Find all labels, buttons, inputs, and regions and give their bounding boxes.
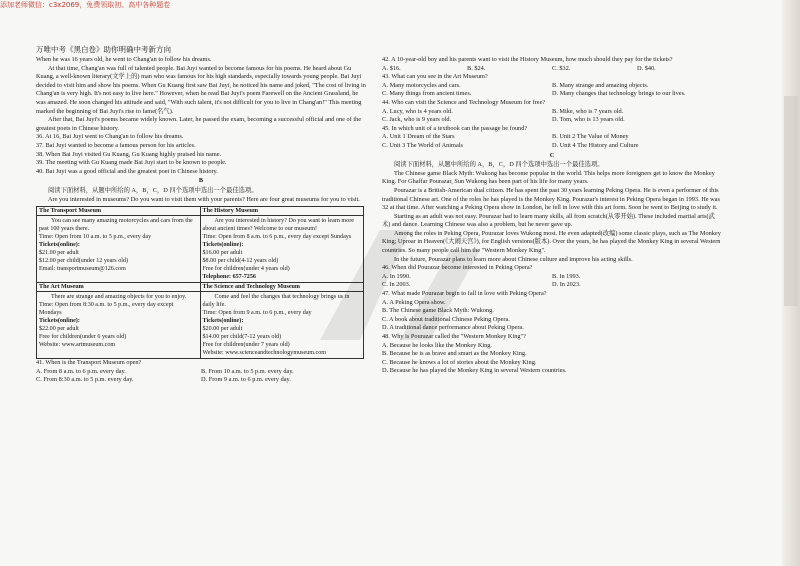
question-45: 45. In which unit of a textbook can the passage be found?: [382, 124, 528, 132]
museum-table: [36, 206, 364, 359]
museum-price-child: $12.00 per child(under 12 years old): [39, 258, 129, 265]
museum-science: [200, 283, 364, 359]
museum-free-note: Free for children(under 6 years old): [39, 334, 127, 341]
right-column: [382, 56, 722, 376]
option-d: D. From 9 a.m. to 6 p.m. every day.: [201, 376, 291, 384]
question-45-options: [382, 133, 722, 150]
museum-time: Time: Open from 8 a.m. to 6 p.m., every day except Sundays: [202, 234, 352, 241]
section-b-heading: B: [198, 177, 204, 185]
question-46-options: [382, 273, 722, 290]
passage-c-p2: Pourazar is a British-American dual citizen. He has spent the past 30 years learning Peking Opera. He is even a performer of this traditional Chinese art. One of the roles he has played is the Monkey King. Pourazar's interest in Peking Opera began in 1993. He was 32 at that time. After watching a Peking Opera show in London, he fell in love with this art form. Soon he went to Beijing to study it.: [382, 186, 720, 212]
museum-price-child: $14.00 per child(7-12 years old): [202, 334, 282, 341]
section-c-instructions: 阅读下面材料，从题中所给的 A，B，C，D 四个选项中选出一个最佳选项。: [394, 161, 604, 169]
museum-title: The Transport Museum: [37, 207, 200, 216]
passage-a-p2: At that time, Chang'an was full of talented people. Bai Juyi wanted to become famous for his poems. He heard about Gu Kuang, a well-known literary(文学上的) man who was famous for his high standards, especially towards young people. Bai Juyi decided to visit him and show his poems. When Gu Kuang first saw Bai Juyi, he noticed his name and joked, "The cost of living in Chang'an is very high. It's not easy to live here." However, when he read Bai Juyi's poem Farewell on the Ancient Grassland, he was amazed. He soon changed his attitude and said, "With such talent, it's not difficult for you to live in Chang'an!" This meeting marked the beginning of Bai Juyi's rise to fame(名气).: [36, 64, 366, 115]
museum-free-note: Free for children(under 7 years old): [202, 342, 290, 349]
option-b: B. Mike, who is 7 years old.: [552, 107, 624, 115]
left-column: [36, 56, 366, 385]
museum-time: Time: Open from 9 a.m. to 6 p.m., every day: [202, 310, 312, 317]
page-header: 万唯中考《黑白卷》助你明确中考新方向: [36, 45, 171, 54]
passage-c-p5: In the future, Pourazar plans to learn more about Chinese culture and improve his acting skills.: [394, 255, 633, 263]
option-d: D. $40.: [637, 64, 656, 72]
section-b-instructions: 阅读下面材料，从题中所给的 A，B，C，D 四个选项中选出一个最佳选项。: [48, 186, 258, 194]
museum-art: [37, 283, 201, 359]
museum-title: The History Museum: [201, 207, 364, 216]
tf-39: 39. The meeting with Gu Kuang made Bai Juyi start to be known to people.: [36, 159, 227, 167]
passage-c-p4: Among the roles in Peking Opera, Pourazar loves Wukong most. He even adapted(改编) some classic plays, such as The Monkey King; Uproar in Heaven(《大闹天宫》), for English versions(版本). Over the years, he has played the Monkey King in several Western countries. So many people call him the "Western Monkey King".: [382, 229, 721, 255]
museum-tickets-label: Tickets(online):: [39, 318, 80, 325]
option-b: B. From 10 a.m. to 5 p.m. every day.: [201, 367, 294, 375]
museum-website: Website: www.artmuseum.com: [39, 342, 116, 349]
option-b: B. Because he is as brave and smart as the Monkey King.: [382, 350, 527, 358]
option-c: C. In 2003.: [382, 281, 411, 289]
museum-website: Website: www.scienceandtechnologymuseum.com: [202, 350, 326, 357]
option-d: D. Tom, who is 13 years old.: [552, 116, 625, 124]
question-44-options: [382, 108, 722, 125]
option-d: D. In 2023.: [552, 281, 581, 289]
passage-a-p3: After that, Bai Juyi's poems became widely known. Later, he passed the exam, becoming a successful official and one of the greatest poets in Chinese history.: [36, 116, 362, 132]
museum-tickets-label: Tickets(online):: [202, 242, 244, 249]
option-a: A. From 8 a.m. to 6 p.m. every day.: [36, 367, 126, 375]
option-a: A. Many motorcycles and cars.: [382, 81, 461, 89]
option-c: C. Unit 3 The World of Animals: [382, 141, 463, 149]
option-c: C. $32.: [552, 64, 571, 72]
question-48: 48. Why is Pourazar called the "Western Monkey King"?: [382, 333, 526, 340]
museum-desc: There are strange and amazing objects for you to enjoy.: [51, 294, 187, 301]
museum-transport: [37, 207, 201, 283]
option-a: A. Unit 1 Dream of the Stars: [382, 133, 455, 141]
option-c: C. A book about traditional Chinese Peking Opera.: [382, 315, 510, 323]
option-b: B. The Chinese game Black Myth: Wukong.: [382, 307, 494, 315]
option-d: D. A traditional dance performance about Peking Opera.: [382, 324, 524, 332]
museum-free-note: Free for children(under 4 years old): [202, 266, 290, 273]
option-c: C. Jack, who is 9 years old.: [382, 116, 452, 124]
museum-email: Email: transportmuseum@126.com: [39, 266, 126, 273]
question-47: 47. What made Pourazar begin to fall in love with Peking Opera?: [382, 290, 547, 298]
option-b: B. Unit 2 The Value of Money: [552, 133, 629, 141]
museum-title: The Art Museum: [37, 283, 200, 292]
museum-price-adult: $22.00 per adult: [39, 326, 79, 333]
option-a: A. A Peking Opera show.: [382, 298, 446, 306]
option-c: C. Because he knows a lot of stories about the Monkey King.: [382, 358, 537, 366]
museum-time: Time: Open from 8:30 a.m. to 5 p.m., every day except Mondays: [39, 302, 174, 317]
museum-desc: Are you interested in history? Do you want to learn more about ancient times? Welcome to our museum!: [202, 218, 354, 233]
option-a: A. Lucy, who is 4 years old.: [382, 107, 453, 115]
watermark-text: 添加老师微信：c3x2069，免费领取初、高中各种题卷: [0, 1, 171, 9]
museum-time: Time: Open from 10 a.m. to 5 p.m., every day: [39, 234, 152, 241]
section-c-heading: C: [549, 151, 555, 159]
question-42-options: [382, 65, 722, 74]
museum-price-child: $8.00 per child(4-12 years old): [202, 258, 279, 265]
question-42: 42. A 10-year-old boy and his parents want to visit the History Museum, how much should they pay for the tickets?: [382, 56, 673, 63]
question-41: 41. When is the Transport Museum open?: [36, 359, 142, 367]
museum-desc: Come and feel the changes that technology brings us in daily life.: [202, 294, 350, 309]
option-a: A. Because he looks like the Monkey King.: [382, 341, 492, 349]
museum-price-adult: $21.00 per adult: [39, 250, 79, 257]
option-b: B. $24.: [467, 64, 486, 72]
tf-40: 40. Bai Juyi was a good official and the greatest poet in Chinese history.: [36, 167, 218, 175]
tf-38: 38. When Bai Juyi visited Gu Kuang, Gu Kuang highly praised his name.: [36, 150, 222, 158]
option-d: D. Many changes that technology brings to our lives.: [552, 90, 686, 98]
museum-price-adult: $20.00 per adult: [202, 326, 243, 333]
option-c: C. From 8:30 a.m. to 5 p.m. every day.: [36, 376, 134, 384]
passage-a-p1: When he was 16 years old, he went to Chang'an to follow his dreams.: [36, 56, 212, 63]
museum-tickets-label: Tickets(online):: [39, 242, 80, 249]
museum-desc: You can see many amazing motorcycles and cars from the past 100 years there.: [39, 218, 193, 233]
question-41-options: [36, 368, 366, 385]
museum-tickets-label: Tickets(online):: [202, 318, 244, 325]
scan-mark: [784, 96, 798, 306]
option-a: A. In 1990.: [382, 272, 411, 280]
option-d: D. Because he has played the Monkey King in several Western countries.: [382, 367, 567, 375]
tf-36: 36. At 16, Bai Juyi went to Chang'an to follow his dreams.: [36, 133, 184, 141]
question-46: 46. When did Pourazar become interested in Peking Opera?: [382, 264, 533, 272]
passage-c-p3: Starting as an adult was not easy. Pourazar had to learn many skills, all from scratch(从零开始). These included martial arts(武术) and dance. Learning Chinese was also a problem, but he never gave up.: [382, 212, 715, 229]
question-44: 44. Who can visit the Science and Technology Museum for free?: [382, 98, 546, 106]
museum-title: The Science and Technology Museum: [201, 283, 364, 292]
section-b-intro: Are you interested in museums? Do you want to visit them with your parents? Here are four great museums for you to visit.: [48, 195, 360, 203]
option-c: C. Many things from ancient times.: [382, 90, 472, 98]
option-b: B. Many strange and amazing objects.: [552, 81, 649, 89]
option-a: A. $16.: [382, 64, 401, 72]
museum-history: [200, 207, 364, 283]
passage-c-p1: The Chinese game Black Myth: Wukong has become popular in the world. This helps more foreigners get to know the Monkey King. For Ghaffar Pourazar, Sun Wukong has been part of his life for many years.: [382, 169, 715, 186]
option-d: D. Unit 4 The History and Culture: [552, 141, 639, 149]
museum-telephone: Telephone: 657-7256: [202, 274, 256, 281]
tf-37: 37. Bai Juyi wanted to become a famous person for his articles.: [36, 141, 196, 149]
question-43-options: [382, 82, 722, 99]
option-b: B. In 1993.: [552, 272, 581, 280]
question-43: 43. What can you see in the Art Museum?: [382, 73, 488, 81]
museum-price-adult: $16.00 per adult: [202, 250, 243, 257]
